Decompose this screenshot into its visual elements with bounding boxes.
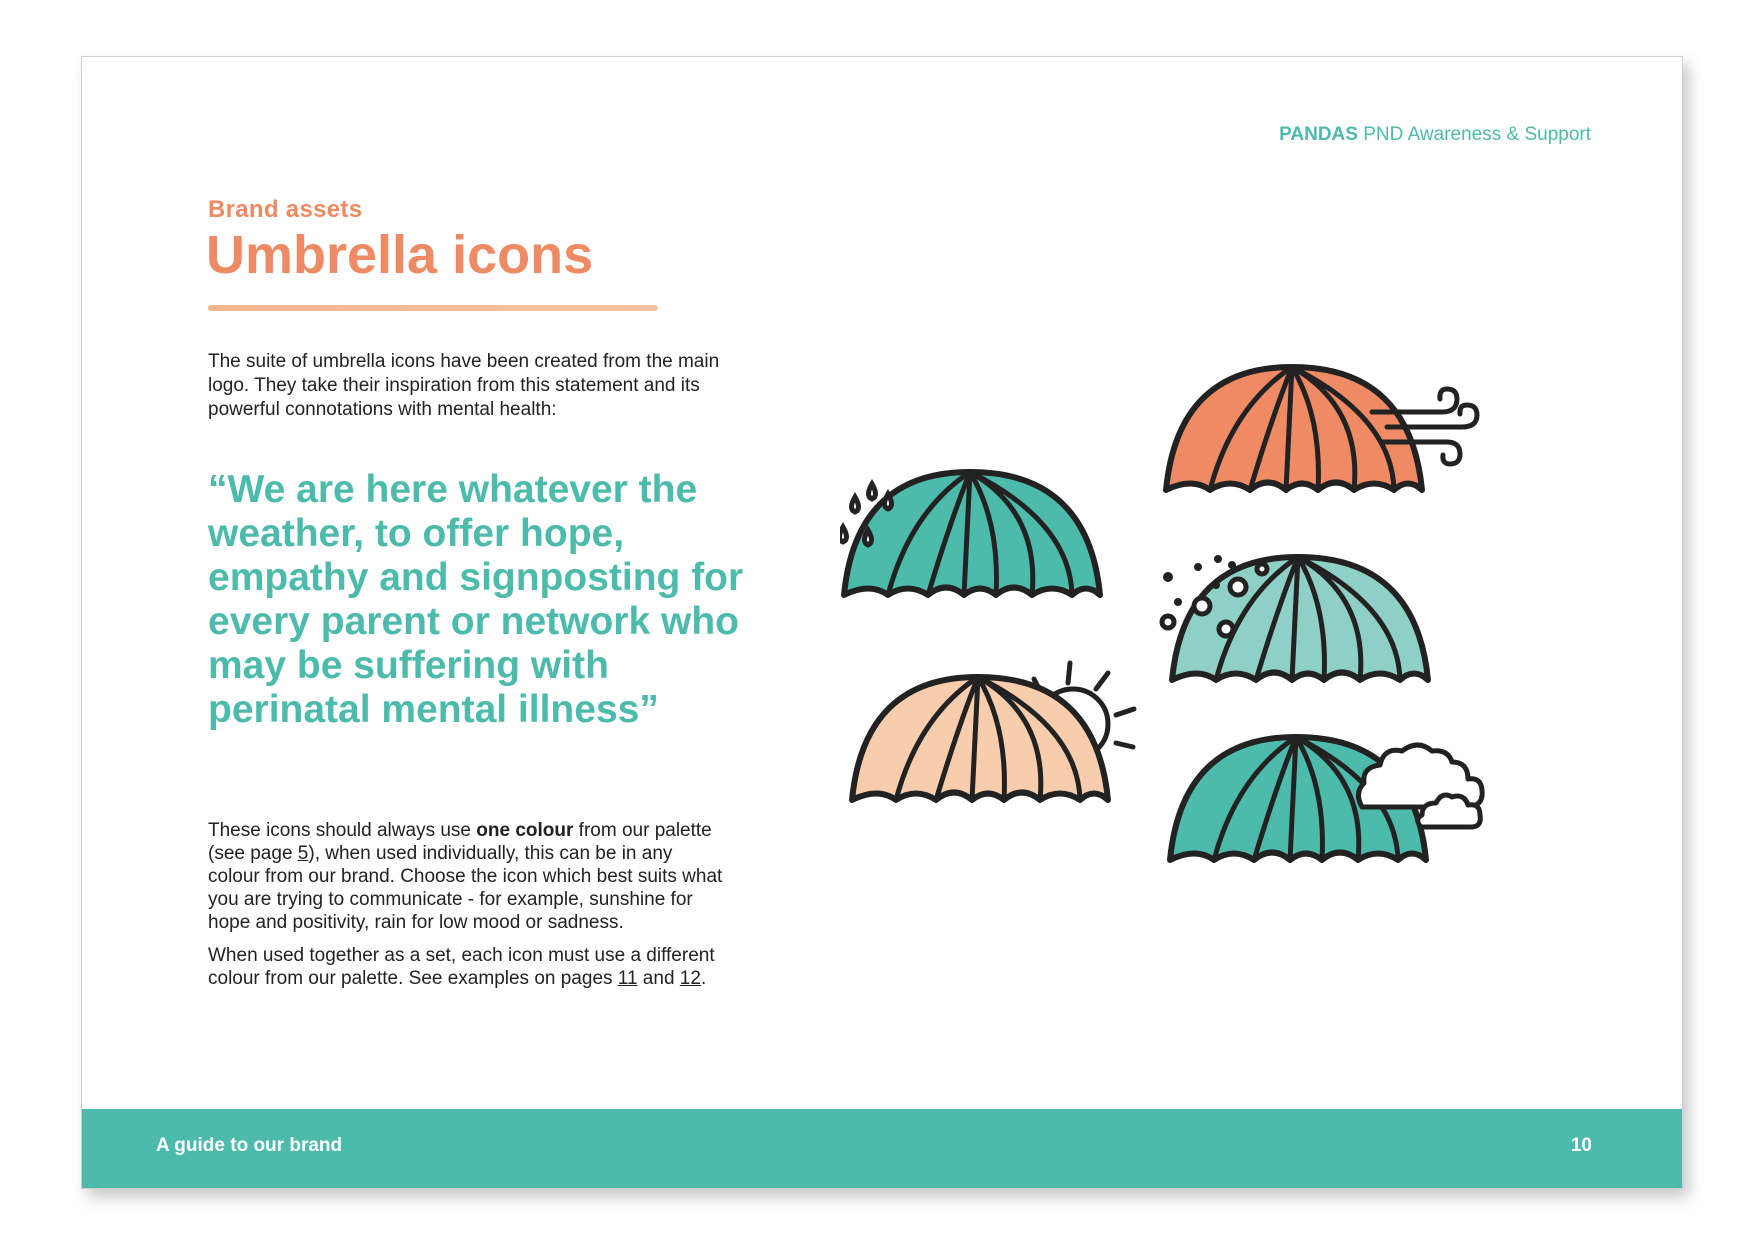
title-underline — [208, 305, 658, 311]
page-12-link[interactable]: 12 — [679, 968, 701, 989]
page-5-link[interactable]: 5 — [297, 843, 309, 864]
wind-umbrella-icon — [1166, 367, 1477, 490]
header-brand-bold: PANDAS — [1279, 124, 1358, 145]
header-brand-rest: PND Awareness & Support — [1357, 124, 1591, 145]
usage-emphasis: one colour — [476, 820, 574, 841]
usage-guidance — [208, 819, 728, 1000]
brand-guide-page — [81, 56, 1683, 1189]
header-brand — [1279, 124, 1591, 146]
page-11-link[interactable]: 11 — [617, 968, 638, 989]
page-title: Umbrella icons — [206, 225, 594, 285]
usage-text-1b: from our palette (see page — [208, 820, 712, 864]
umbrella-icons-set — [840, 357, 1600, 997]
usage-text-2a: When used together as a set, each icon must use a different colour from our palette. See examples on pages — [208, 945, 715, 989]
usage-paragraph-2 — [208, 944, 728, 990]
usage-paragraph-1 — [208, 819, 728, 934]
footer-bar — [82, 1109, 1682, 1188]
usage-text-2b: and — [637, 968, 680, 989]
mission-quote: “We are here whatever the weather, to offer hope, empathy and signposting for every parent or network who may be suffering with perinatal mental illness” — [208, 468, 744, 731]
rain-umbrella-icon — [840, 472, 1100, 595]
page-number: 10 — [1570, 1135, 1592, 1156]
cloud-umbrella-icon — [1170, 737, 1482, 860]
footer-title: A guide to our brand — [156, 1135, 343, 1156]
usage-text-1a: These icons should always use — [208, 820, 477, 841]
snow-umbrella-icon — [1162, 555, 1428, 680]
usage-text-2c: . — [700, 968, 707, 989]
intro-paragraph: The suite of umbrella icons have been created from the main logo. They take their inspiration from this statement and its powerful connotations with mental health: — [208, 351, 720, 420]
section-kicker: Brand assets — [208, 196, 363, 223]
sun-umbrella-icon — [852, 663, 1134, 800]
usage-text-1c: ), when used individually, this can be in any colour from our brand. Choose the icon which best suits what you are trying to communicate - for example, sunshine for hope and positivity, rain for low mood or sadness. — [208, 843, 723, 933]
